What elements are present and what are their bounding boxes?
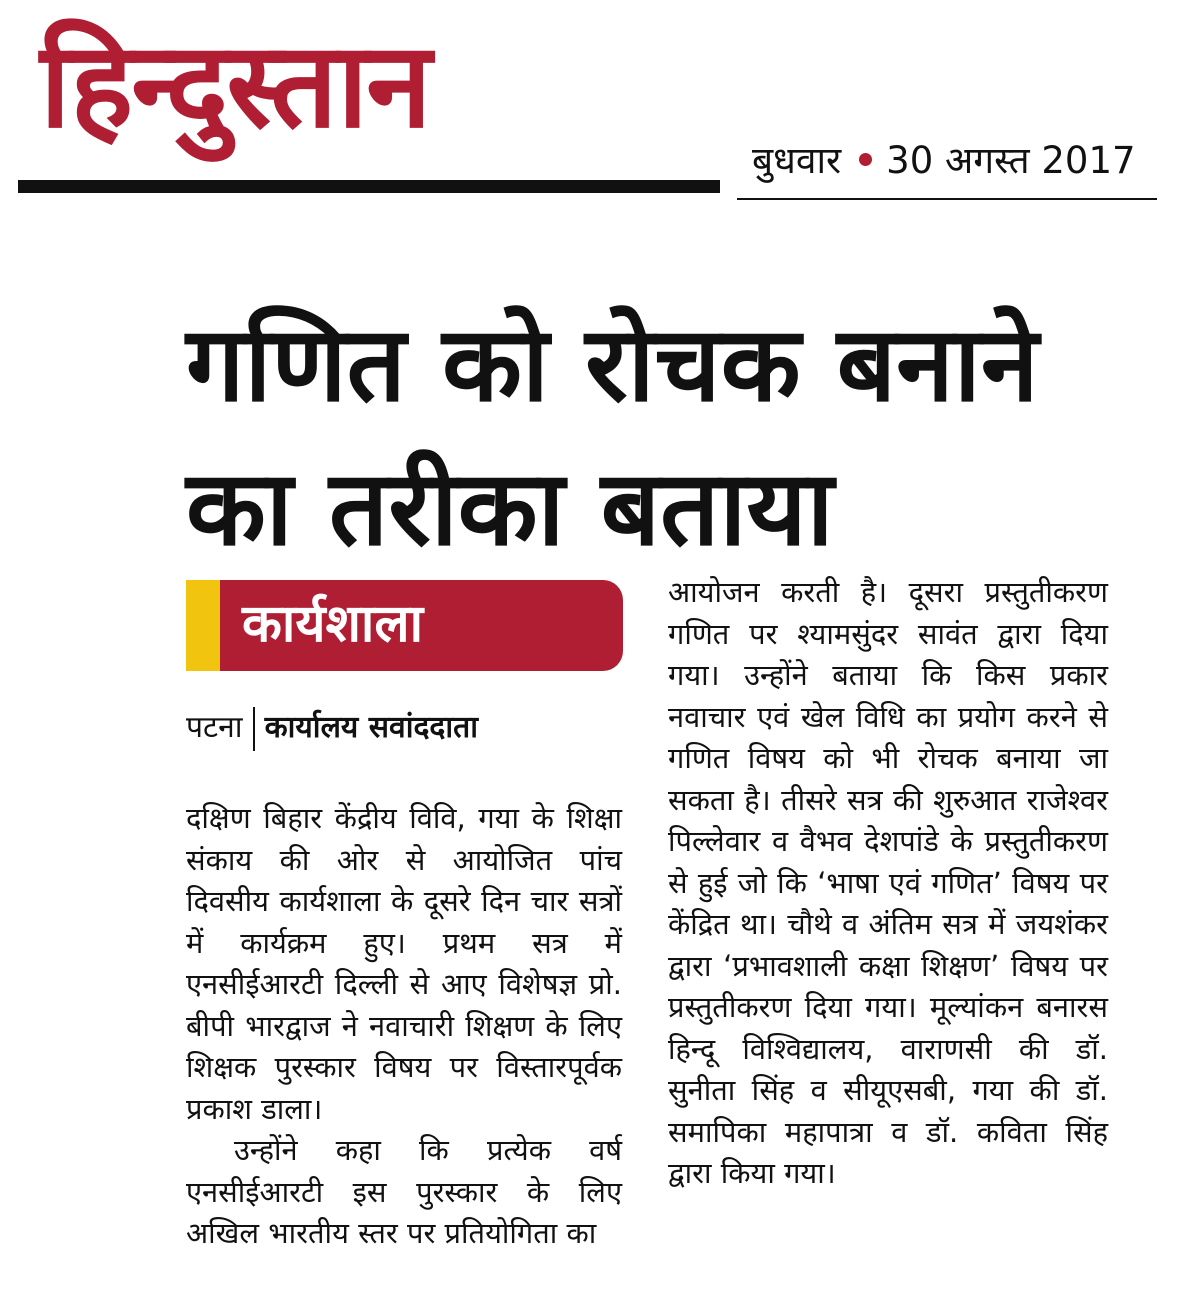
masthead-rule	[18, 180, 720, 193]
byline-separator	[253, 707, 255, 751]
section-tag-label: कार्यशाला	[242, 594, 424, 654]
article-column-1	[186, 798, 622, 1255]
article-column-2	[668, 572, 1108, 1195]
section-tag-accent	[186, 580, 220, 671]
byline-reporter: कार्यालय सवांददाता	[264, 710, 478, 745]
dateline-rule	[737, 198, 1157, 200]
byline-location: पटना	[186, 710, 243, 745]
article-paragraph-2: उन्होंने कहा कि प्रत्येक वर्ष एनसीईआरटी इस पुरस्कार के लिए अखिल भारतीय स्तर पर प्रतियोगिता का	[186, 1133, 622, 1250]
headline-line-2: का तरीका बताया	[186, 447, 834, 569]
section-tag	[186, 580, 623, 671]
headline-line-1: गणित को रोचक बनाने	[186, 303, 1039, 425]
dateline-date: 30 अगस्त 2017	[886, 139, 1136, 182]
article-headline	[186, 292, 1146, 580]
dateline	[752, 133, 1152, 189]
newspaper-masthead: हिन्दुस्तान	[40, 16, 430, 154]
article-paragraph-3: आयोजन करती है। दूसरा प्रस्तुतीकरण गणित पर श्यामसुंदर सावंत द्वारा दिया गया। उन्होंने बताया कि किस प्रकार नवाचार एवं खेल विधि का प्रयोग करने से गणित विषय को भी रोचक बनाया जा सकता है। तीसरे सत्र की शुरुआत राजेश्वर पिल्लेवार व वैभव देशपांडे के प्रस्तुतीकरण से हुई जो कि ‘भाषा एवं गणित’ विषय पर केंद्रित था। चौथे व अंतिम सत्र में जयशंकर द्वारा ‘प्रभावशाली कक्षा शिक्षण’ विषय पर प्रस्तुतीकरण दिया गया। मूल्यांकन बनारस हिन्दू विश्विद्यालय, वाराणसी की डॉ. सुनीता सिंह व सीयूएसबी, गया की डॉ. समापिका महापात्रा व डॉ. कविता सिंह द्वारा किया गया।	[668, 575, 1108, 1190]
byline	[186, 700, 478, 756]
article-paragraph-1: दक्षिण बिहार केंद्रीय विवि, गया के शिक्षा संकाय की ओर से आयोजित पांच दिवसीय कार्यशाला के दूसरे दिन चार सत्रों में कार्यक्रम हुए। प्रथम सत्र में एनसीईआरटी दिल्ली से आए विशेषज्ञ प्रो. बीपी भारद्वाज ने नवाचारी शिक्षण के लिए शिक्षक पुरस्कार विषय पर विस्तारपूर्वक प्रकाश डाला।	[186, 801, 622, 1126]
dateline-day: बुधवार	[752, 139, 842, 182]
dateline-dot-icon	[859, 153, 872, 166]
